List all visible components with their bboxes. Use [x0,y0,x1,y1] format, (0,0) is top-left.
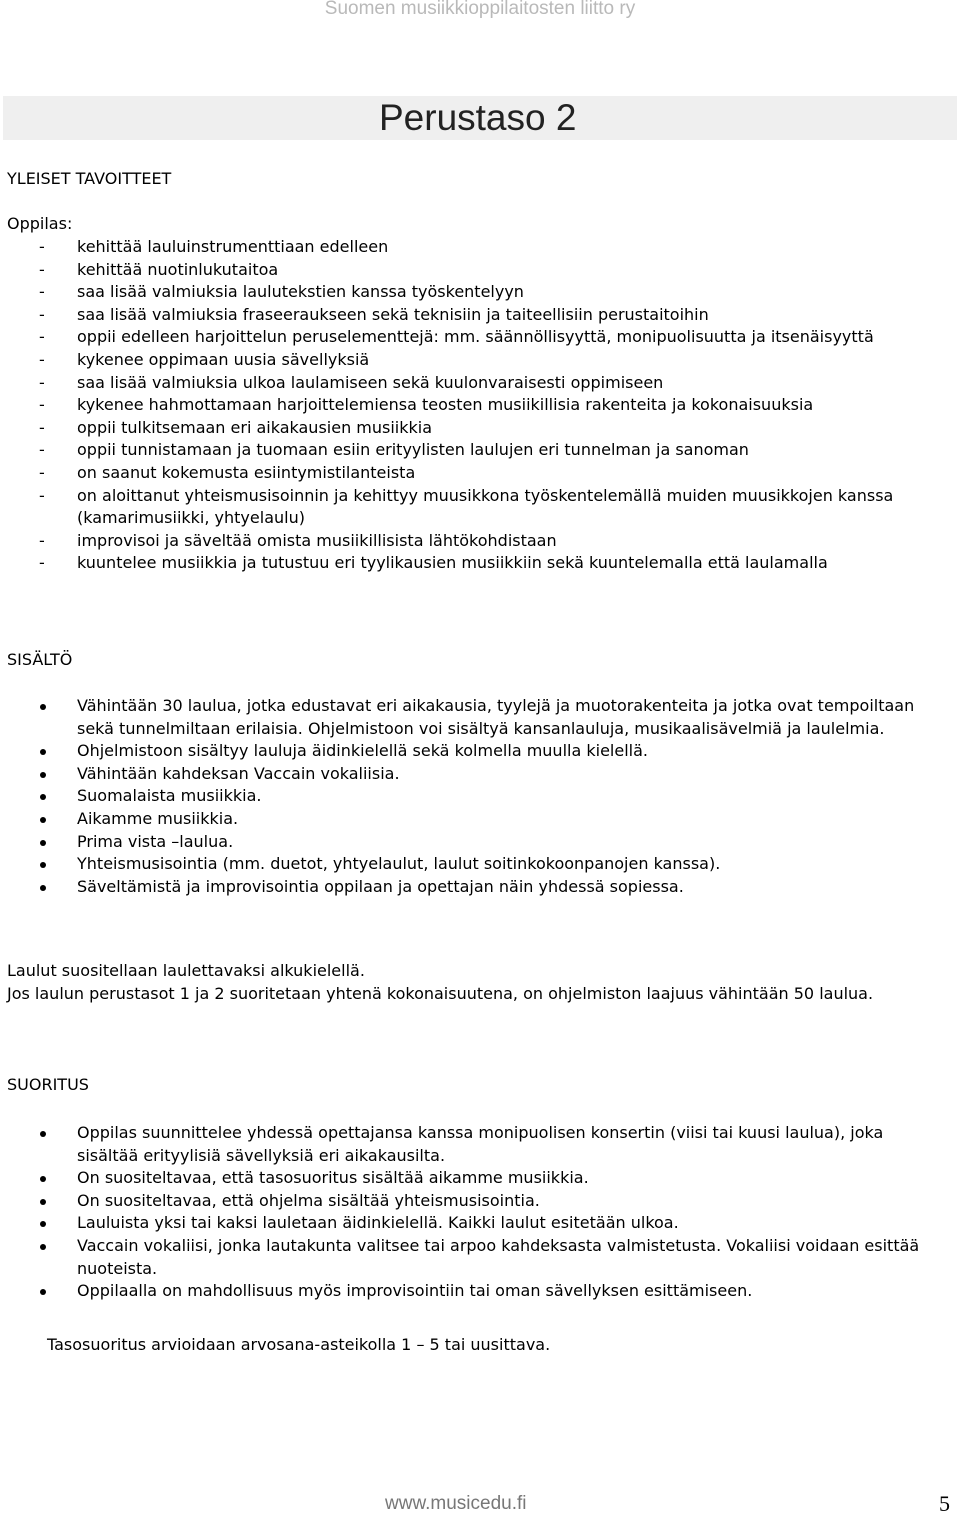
dash-marker: - [39,259,45,279]
dash-marker: - [39,282,45,302]
bullet-icon [40,1289,46,1295]
dash-marker: - [39,372,45,392]
list-item: Vaccain vokaliisi, jonka lautakunta valitsee tai arpoo kahdeksasta valmistetusta. Vokaliisi voidaan esittää nuoteista. [0,1235,920,1280]
performance-list [0,1122,920,1303]
bullet-icon [40,794,46,800]
list-item: - kehittää nuotinlukutaitoa [0,259,920,282]
list-item: On suositeltavaa, että tasosuoritus sisältää aikamme musiikkia. [0,1167,920,1190]
content-list [0,695,920,898]
bullet-icon [40,1199,46,1205]
dash-marker: - [39,530,45,550]
list-item: On suositeltavaa, että ohjelma sisältää yhteismusisointia. [0,1190,920,1213]
list-item: Yhteismusisointia (mm. duetot, yhtyelaulut, laulut soitinkokoonpanojen kanssa). [0,853,920,876]
goals-heading: YLEISET TAVOITTEET [7,169,172,188]
footer-url: www.musicedu.fi [385,1493,527,1514]
bullet-icon [40,1244,46,1250]
dash-marker: - [39,237,45,256]
list-item: Oppilas suunnittelee yhdessä opettajansa kanssa monipuolisen konsertin (viisi tai kuusi laulua), joka sisältää erityylisiä sävellyksiä eri aikakausilta. [0,1122,920,1167]
bullet-icon [40,862,46,868]
bullet-icon [40,704,46,710]
page-title: Perustaso 2 [379,97,577,138]
bullet-icon [40,772,46,778]
bullet-icon [40,1221,46,1227]
dash-marker: - [39,349,45,369]
list-item: Lauluista yksi tai kaksi lauletaan äidinkielellä. Kaikki laulut esitetään ulkoa. [0,1212,920,1235]
dash-marker: - [39,395,45,415]
dash-marker: - [39,553,45,573]
dash-marker: - [39,440,45,460]
list-item: - oppii tunnistamaan ja tuomaan esiin erityylisten laulujen eri tunnelman ja sanoman [0,439,920,462]
list-item: - saa lisää valmiuksia laulutekstien kanssa työskentelyyn [0,281,920,304]
goals-intro: Oppilas: [7,214,73,233]
list-item: Vähintään 30 laulua, jotka edustavat eri aikakausia, tyylejä ja muotorakenteita ja jotka ovat tempoiltaan sekä tunnelmiltaan erilaisia. Ohjelmistoon voi sisältyä kansanlauluja, musikaalisävelmiä ja laulelmia. [0,695,920,740]
list-item: - oppii edelleen harjoittelun peruselementtejä: mm. säännöllisyyttä, monipuolisuutta ja itsenäisyyttä [0,326,920,349]
list-item: Aikamme musiikkia. [0,808,920,831]
goals-list [0,236,920,575]
bullet-icon [40,1176,46,1182]
content-heading: SISÄLTÖ [7,650,73,669]
list-item: Oppilaalla on mahdollisuus myös improvisointiin tai oman sävellyksen esittämiseen. [0,1280,920,1303]
dash-marker: - [39,304,45,324]
dash-marker: - [39,485,45,505]
list-item: - on saanut kokemusta esiintymistilanteista [0,462,920,485]
list-item: - saa lisää valmiuksia ulkoa laulamiseen sekä kuulonvaraisesti oppimiseen [0,372,920,395]
list-item: - kykenee hahmottamaan harjoittelemiensa teosten musiikillisia rakenteita ja kokonaisuuksia [0,394,920,417]
content-note-alkukieli: Laulut suositellaan laulettavaksi alkukielellä. [7,961,365,980]
bullet-icon [40,817,46,823]
performance-heading: SUORITUS [7,1075,89,1094]
list-item: - improvisoi ja säveltää omista musiikillisista lähtökohdistaan [0,530,920,553]
list-item: - on aloittanut yhteismusisoinnin ja kehittyy muusikkona työskentelemällä muiden muusikkojen kanssa (kamarimusiikki, yhtyelaulu) [39,485,894,528]
list-item: - kehittää lauluinstrumenttiaan edelleen [0,236,920,259]
page-number: 5 [939,1491,950,1516]
list-item: - kykenee oppimaan uusia sävellyksiä [0,349,920,372]
bullet-icon [40,840,46,846]
dash-marker: - [39,327,45,347]
dash-marker: - [39,462,45,482]
bullet-icon [40,749,46,755]
bullet-icon [40,1131,46,1137]
organization-header: Suomen musiikkioppilaitosten liitto ry [324,0,636,19]
list-item: Ohjelmistoon sisältyy lauluja äidinkielellä sekä kolmella muulla kielellä. [0,740,920,763]
list-item: - saa lisää valmiuksia fraseeraukseen sekä teknisiin ja taiteellisiin perustaitoihin [0,304,920,327]
dash-marker: - [39,417,45,437]
list-item: - kuuntelee musiikkia ja tutustuu eri tyylikausien musiikkiin sekä kuuntelemalla että laulamalla [0,552,920,575]
list-item: Suomalaista musiikkia. [0,785,920,808]
list-item: Prima vista –laulua. [0,831,920,854]
content-note-laajuus: Jos laulun perustasot 1 ja 2 suoritetaan yhtenä kokonaisuutena, on ohjelmiston laajuus vähintään 50 laulua. [7,984,874,1003]
list-item: Vähintään kahdeksan Vaccain vokaliisia. [0,763,920,786]
list-item: Säveltämistä ja improvisointia oppilaan ja opettajan näin yhdessä sopiessa. [0,876,920,899]
list-item: - oppii tulkitsemaan eri aikakausien musiikkia [0,417,920,440]
bullet-icon [40,885,46,891]
grading-note: Tasosuoritus arvioidaan arvosana-asteikolla 1 – 5 tai uusittava. [47,1335,551,1354]
